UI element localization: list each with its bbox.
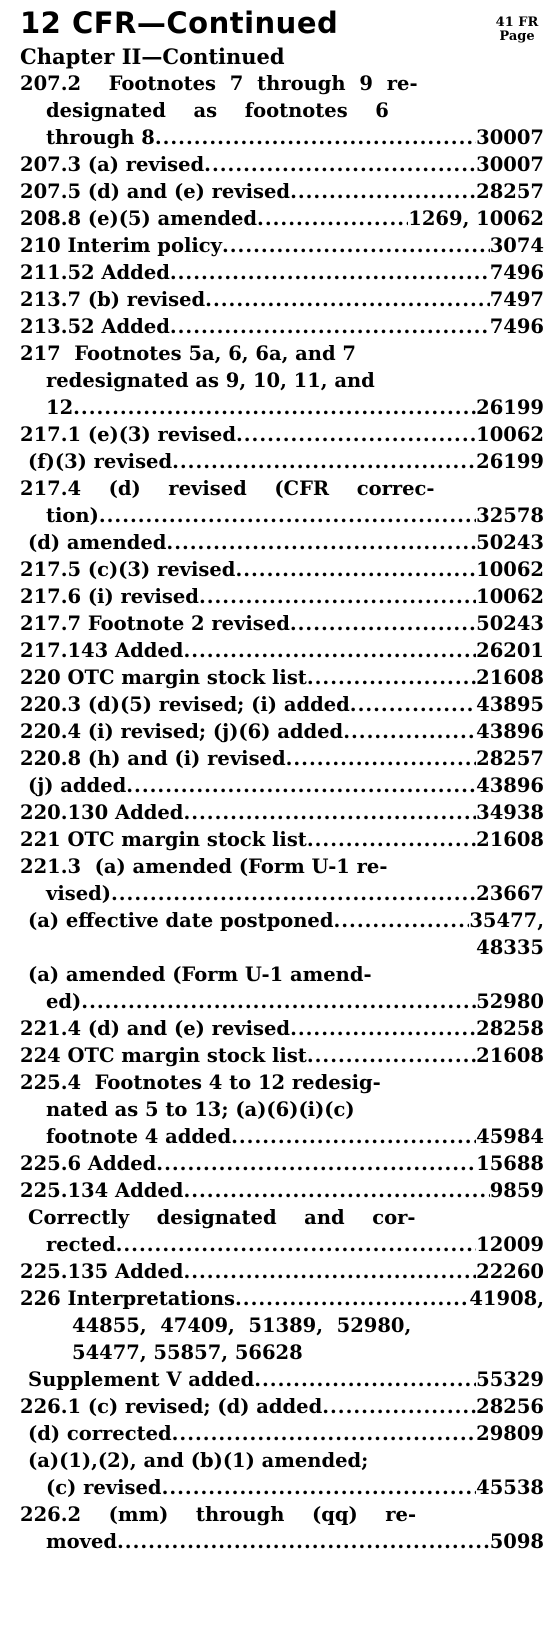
page-number: 34938 — [476, 801, 544, 824]
leader-dots — [231, 1123, 476, 1150]
entry-line — [20, 151, 544, 178]
page-number: 21608 — [476, 1044, 544, 1067]
entry-text: footnote 4 added — [46, 1125, 232, 1148]
entry-line — [20, 1150, 544, 1177]
leader-dots — [170, 259, 490, 286]
entry-text: 220 OTC margin stock list — [20, 666, 307, 689]
page-number: 23667 — [476, 882, 544, 905]
page-number: 30007 — [476, 126, 544, 149]
entry-line-text: 226.2 (mm) through (qq) re- — [20, 1503, 417, 1526]
entry-line — [20, 232, 544, 259]
entry-line — [20, 826, 544, 853]
leader-dots — [290, 178, 476, 205]
page-number: 32578 — [476, 504, 544, 527]
page-number: 10062 — [476, 423, 544, 446]
entry-text: 221.4 (d) and (e) revised — [20, 1017, 291, 1040]
leader-dots — [155, 124, 476, 151]
entry-text: 213.52 Added — [20, 315, 170, 338]
page-number: 50243 — [476, 531, 544, 554]
entry-line — [20, 664, 544, 691]
page-number: 35477, — [469, 909, 544, 932]
leader-dots — [99, 502, 476, 529]
page-number: 55329 — [476, 1368, 544, 1391]
entry-line-text: 217 Footnotes 5a, 6, 6a, and 7 — [20, 342, 356, 365]
leader-dots — [172, 1420, 477, 1447]
leader-dots — [126, 772, 476, 799]
page-number: 45538 — [476, 1476, 544, 1499]
entry-text: tion) — [46, 504, 99, 527]
leader-dots — [199, 583, 476, 610]
entry-text: Supplement V added — [28, 1368, 255, 1391]
leader-dots — [156, 1150, 476, 1177]
entry-line-text: 225.4 Footnotes 4 to 12 redesig- — [20, 1071, 381, 1094]
page-number: 28258 — [476, 1017, 544, 1040]
entry-line — [20, 286, 544, 313]
entry-text: 217.143 Added — [20, 639, 184, 662]
page-number: 28257 — [476, 747, 544, 770]
entry-line-text: redesignated as 9, 10, 11, and — [46, 369, 375, 392]
entry-line — [20, 1528, 544, 1555]
entry-line — [20, 1285, 544, 1312]
leader-dots — [183, 799, 476, 826]
leader-dots — [307, 1042, 476, 1069]
entry-line — [20, 1015, 544, 1042]
entry-text: (c) revised — [46, 1476, 162, 1499]
entry-line — [20, 880, 544, 907]
page-number: 52980 — [476, 990, 544, 1013]
leader-dots — [183, 1258, 476, 1285]
leader-dots — [290, 1015, 476, 1042]
entry-text: 211.52 Added — [20, 261, 170, 284]
entry-text: 12 — [46, 396, 74, 419]
entry-line — [20, 1393, 544, 1420]
entry-line — [20, 421, 544, 448]
entry-line — [20, 259, 544, 286]
page-number: 29809 — [476, 1422, 544, 1445]
entry-text: 220.4 (i) revised; (j)(6) added — [20, 720, 344, 743]
chapter-heading: Chapter II—Continued — [20, 44, 285, 69]
page-number: 22260 — [476, 1260, 544, 1283]
fr-page-column-header — [492, 16, 542, 44]
entry-line — [20, 583, 544, 610]
entry-text: (a) effective date postponed — [28, 909, 334, 932]
page-number: 1269, 10062 — [408, 207, 544, 230]
leader-dots — [172, 448, 476, 475]
entry-line — [20, 799, 544, 826]
entry-line-text: 44855, 47409, 51389, 52980, — [72, 1314, 412, 1337]
leader-dots — [333, 907, 469, 934]
entry-line — [20, 988, 544, 1015]
entry-text: 207.3 (a) revised — [20, 153, 205, 176]
entry-line — [20, 745, 544, 772]
entry-line — [20, 1177, 544, 1204]
leader-dots — [235, 556, 476, 583]
entry-text: 226 Interpretations — [20, 1287, 236, 1310]
leader-dots — [162, 1474, 477, 1501]
page-number: 28256 — [476, 1395, 544, 1418]
page-number: 26199 — [476, 396, 544, 419]
entry-text: rected — [46, 1233, 116, 1256]
page-number: 21608 — [476, 828, 544, 851]
page-number: 41908, — [469, 1287, 544, 1310]
leader-dots — [73, 394, 476, 421]
entry-line — [20, 610, 544, 637]
entry-line-text: 221.3 (a) amended (Form U-1 re- — [20, 855, 388, 878]
entry-text: 225.135 Added — [20, 1260, 184, 1283]
entry-text: 213.7 (b) revised — [20, 288, 206, 311]
entry-line-text: Correctly designated and cor- — [28, 1206, 416, 1229]
entry-text: 220.130 Added — [20, 801, 184, 824]
entry-line — [20, 178, 544, 205]
entry-line — [20, 1123, 544, 1150]
leader-dots — [205, 286, 490, 313]
entry-line — [20, 205, 544, 232]
page-number: 43896 — [476, 774, 544, 797]
leader-dots — [290, 610, 476, 637]
entry-line — [20, 502, 544, 529]
leader-dots — [236, 421, 476, 448]
entry-text: moved — [46, 1530, 118, 1553]
entry-line — [20, 1231, 544, 1258]
page-number: 21608 — [476, 666, 544, 689]
page-label: Page — [499, 29, 535, 44]
page-title: 12 CFR—Continued — [20, 6, 339, 40]
leader-dots — [117, 1528, 490, 1555]
entry-text: 217.1 (e)(3) revised — [20, 423, 236, 446]
entry-line — [20, 1042, 544, 1069]
page-number: 7496 — [489, 261, 544, 284]
entry-text: 208.8 (e)(5) amended — [20, 207, 258, 230]
entry-text: 220.3 (d)(5) revised; (i) added — [20, 693, 350, 716]
entry-text: 221 OTC margin stock list — [20, 828, 307, 851]
entry-line — [20, 718, 544, 745]
entry-text: through 8 — [46, 126, 155, 149]
entry-text: 217.7 Footnote 2 revised — [20, 612, 290, 635]
page-number: 7496 — [489, 315, 544, 338]
entry-line-text: nated as 5 to 13; (a)(6)(i)(c) — [46, 1098, 355, 1121]
continued-page-number: 48335 — [476, 936, 544, 959]
page-number: 26201 — [476, 639, 544, 662]
entry-text: 226.1 (c) revised; (d) added — [20, 1395, 323, 1418]
leader-dots — [183, 637, 476, 664]
leader-dots — [116, 1231, 477, 1258]
entry-list — [20, 70, 544, 1555]
leader-dots — [204, 151, 476, 178]
entry-line — [20, 313, 544, 340]
page-number: 3074 — [489, 234, 544, 257]
leader-dots — [183, 1177, 489, 1204]
entry-text: 224 OTC margin stock list — [20, 1044, 307, 1067]
entry-line — [20, 691, 544, 718]
entry-line — [20, 1366, 544, 1393]
leader-dots — [235, 1285, 469, 1312]
entry-line-text: 54477, 55857, 56628 — [72, 1341, 303, 1364]
entry-text: (d) amended — [28, 531, 167, 554]
entry-line — [20, 1474, 544, 1501]
entry-line — [20, 448, 544, 475]
page-number: 50243 — [476, 612, 544, 635]
leader-dots — [307, 826, 476, 853]
entry-text: ed) — [46, 990, 82, 1013]
page-number: 9859 — [489, 1179, 544, 1202]
entry-line — [20, 1258, 544, 1285]
leader-dots — [322, 1393, 476, 1420]
leader-dots — [111, 880, 476, 907]
entry-line-text: designated as footnotes 6 — [46, 99, 389, 122]
page-number: 7497 — [489, 288, 544, 311]
entry-text: (j) added — [28, 774, 127, 797]
page-number: 45984 — [476, 1125, 544, 1148]
page-number: 10062 — [476, 558, 544, 581]
leader-dots — [286, 745, 477, 772]
entry-line-text: 207.2 Footnotes 7 through 9 re- — [20, 72, 418, 95]
entry-text: (f)(3) revised — [28, 450, 173, 473]
entry-line-text: 217.4 (d) revised (CFR correc- — [20, 477, 435, 500]
entry-line — [20, 772, 544, 799]
page-number: 43895 — [476, 693, 544, 716]
entry-line — [20, 907, 544, 934]
entry-line — [20, 124, 544, 151]
entry-text: 220.8 (h) and (i) revised — [20, 747, 286, 770]
entry-text: 217.6 (i) revised — [20, 585, 199, 608]
page-number: 12009 — [476, 1233, 544, 1256]
entry-line-text: (a) amended (Form U-1 amend- — [28, 963, 372, 986]
entry-text: 207.5 (d) and (e) revised — [20, 180, 291, 203]
entry-line — [20, 637, 544, 664]
leader-dots — [81, 988, 476, 1015]
page-number: 26199 — [476, 450, 544, 473]
entry-line-text: (a)(1),(2), and (b)(1) amended; — [28, 1449, 369, 1472]
leader-dots — [222, 232, 490, 259]
entry-text: 210 Interim policy — [20, 234, 222, 257]
entry-line — [20, 1420, 544, 1447]
page-number: 5098 — [489, 1530, 544, 1553]
leader-dots — [257, 205, 408, 232]
entry-line — [20, 529, 544, 556]
entry-line — [20, 394, 544, 421]
entry-text: 225.134 Added — [20, 1179, 184, 1202]
page-number: 30007 — [476, 153, 544, 176]
leader-dots — [170, 313, 490, 340]
leader-dots — [350, 691, 476, 718]
leader-dots — [307, 664, 476, 691]
leader-dots — [254, 1366, 476, 1393]
page-number: 10062 — [476, 585, 544, 608]
entry-text: (d) corrected — [28, 1422, 172, 1445]
entry-text: vised) — [46, 882, 111, 905]
fr-label: 41 FR — [495, 15, 539, 30]
entry-text: 225.6 Added — [20, 1152, 157, 1175]
page-number: 28257 — [476, 180, 544, 203]
entry-line — [20, 556, 544, 583]
entry-text: 217.5 (c)(3) revised — [20, 558, 236, 581]
page-number: 15688 — [476, 1152, 544, 1175]
page-number: 43896 — [476, 720, 544, 743]
leader-dots — [166, 529, 476, 556]
leader-dots — [343, 718, 476, 745]
